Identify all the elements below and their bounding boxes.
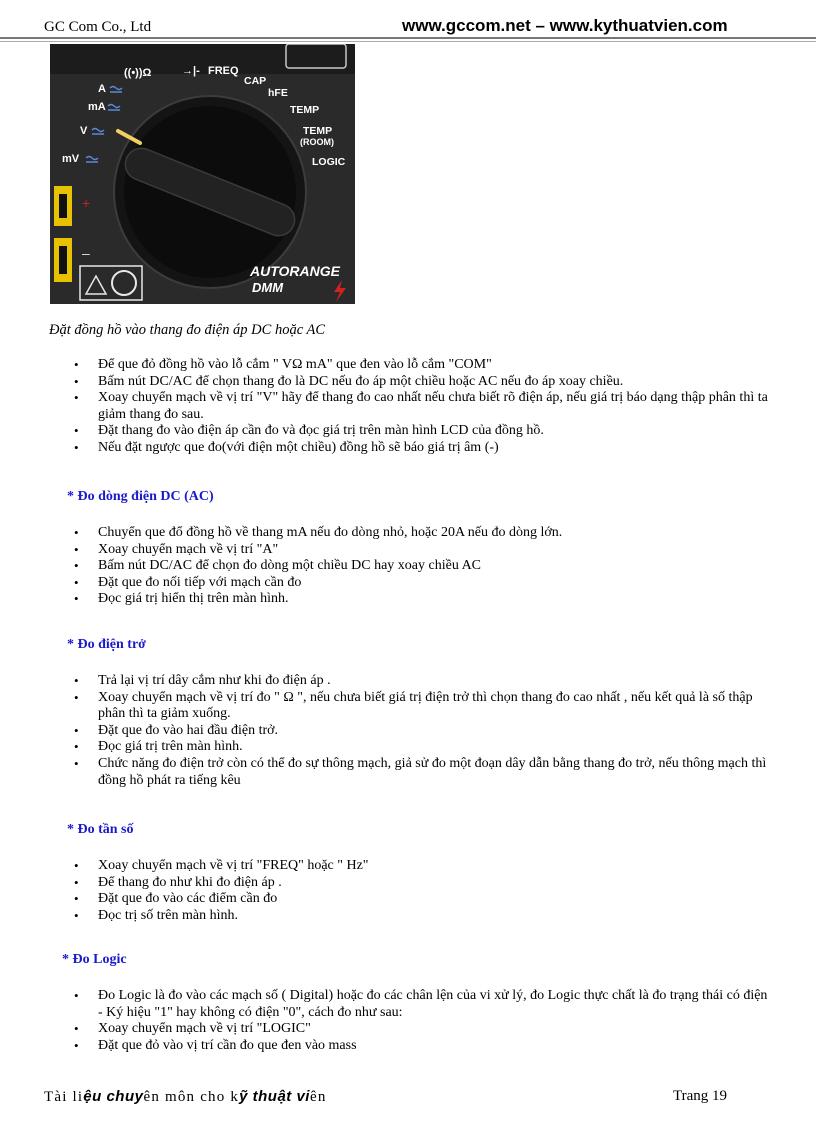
footer-text-part: ên môn cho k <box>143 1089 240 1105</box>
label-freq: FREQ <box>208 65 239 77</box>
multimeter-dial-photo <box>50 44 355 304</box>
label-amp: A <box>98 83 106 95</box>
label-hfe: hFE <box>268 87 288 99</box>
label-millivolt: mV <box>62 153 80 165</box>
label-cap: CAP <box>244 75 267 87</box>
figure-caption: Đặt đồng hồ vào thang đo điện áp DC hoặc AC <box>49 322 326 338</box>
list-item: • Đặt que đo nối tiếp với mạch cần đo <box>74 575 774 592</box>
section-title-current: * Đo dòng điện DC (AC) <box>67 489 214 504</box>
list-item: • Đọc giá trị hiển thị trên màn hình. <box>74 591 774 608</box>
header-rule-top <box>0 37 816 39</box>
list-item: • Xoay chuyển mạch về vị trí "LOGIC" <box>74 1021 774 1038</box>
list-item: • Xoay chuyển mạch về vị trí "V" hãy để thang đo cao nhất nếu chưa biết rõ điện áp, nếu giá trị báo dạng thập phân thì ta giảm thang đo sau. <box>74 390 774 423</box>
footer-text-emphasis: ệu chuy <box>83 1088 144 1105</box>
list-item: • Trả lại vị trí dây cắm như khi đo điện áp . <box>74 673 774 690</box>
section-title-resistance: * Đo điện trở <box>67 637 146 652</box>
list-item: • Đo Logic là đo vào các mạch số ( Digital) hoặc đo các chân lện của vi xử lý, đo Logic thực chất là đo trạng thái có điện - Ký hiệu "1" hay không có điện "0", cách đo như sau: <box>74 988 774 1021</box>
footer-text-part: Tài li <box>44 1089 84 1105</box>
label-brand-line1: AUTORANGE <box>250 263 340 279</box>
label-diode-mode: →|- <box>182 65 200 77</box>
footer-text-part: ên <box>309 1089 327 1105</box>
label-brand-line2: DMM <box>252 280 284 295</box>
list-item: • Bấm nút DC/AC để chọn đo dòng một chiều DC hay xoay chiều AC <box>74 558 774 575</box>
header-company: GC Com Co., Ltd <box>44 19 152 35</box>
input-socket-common-hole <box>59 246 67 274</box>
label-minus: – <box>82 245 90 261</box>
logic-steps-list <box>74 988 774 1054</box>
resistance-steps-list <box>74 673 774 789</box>
list-item: • Bấm nút DC/AC để chọn thang đo là DC nếu đo áp một chiều hoặc AC nếu đo áp xoay chiều. <box>74 374 774 391</box>
list-item: • Đặt que đo vào các điểm cần đo <box>74 891 774 908</box>
list-item: • Đặt que đo vào hai đầu điện trở. <box>74 723 774 740</box>
list-item: • Để que đỏ đồng hồ vào lỗ cắm " VΩ mA" que đen vào lỗ cắm "COM" <box>74 357 774 374</box>
input-socket-positive-hole <box>59 194 67 218</box>
list-item: • Đọc trị số trên màn hình. <box>74 908 774 925</box>
list-item: • Xoay chuyển mạch về vị trí đo " Ω ", nếu chưa biết giá trị điện trở thì chọn thang đo cao nhất , nếu kết quả là số thập phân thì ta giảm xuống. <box>74 690 774 723</box>
list-item: • Xoay chuyển mạch về vị trí "FREQ" hoặc " Hz" <box>74 858 774 875</box>
label-milliamp: mA <box>88 101 106 113</box>
current-steps-list <box>74 525 774 608</box>
list-item: • Chuyển que đổ đồng hồ về thang mA nếu đo dòng nhỏ, hoặc 20A nếu đo dòng lớn. <box>74 525 774 542</box>
label-temp-room: TEMP <box>303 125 333 137</box>
list-item: • Đặt que đỏ vào vị trí cần đo que đen vào mass <box>74 1038 774 1055</box>
section-title-frequency: * Đo tần số <box>67 822 134 837</box>
label-volt: V <box>80 125 88 137</box>
header-rule-bottom <box>0 41 816 42</box>
label-logic: LOGIC <box>312 156 346 168</box>
meter-top-shading <box>50 44 355 74</box>
header-websites: www.gccom.net – www.kythuatvien.com <box>402 16 728 35</box>
list-item: • Đặt thang đo vào điện áp cần đo và đọc giá trị trên màn hình LCD của đồng hồ. <box>74 423 774 440</box>
section-title-logic: * Đo Logic <box>62 952 127 967</box>
list-item: • Chức năng đo điện trở còn có thể đo sự thông mạch, giả sử đo một đoạn dây dẫn bằng thang đo trở, nếu thông mạch thì đồng hồ phát ra tiếng kêu <box>74 756 774 789</box>
list-item: • Nếu đặt ngược que đo(với điện một chiều) đồng hồ sẽ báo giá trị âm (-) <box>74 440 774 457</box>
list-item: • Để thang đo như khi đo điện áp . <box>74 875 774 892</box>
label-room: (ROOM) <box>300 137 334 147</box>
footer-text-emphasis: ỹ thuật vi <box>239 1088 310 1105</box>
voltage-steps-list <box>74 357 774 457</box>
label-temp: TEMP <box>290 104 320 116</box>
footer-title <box>44 1088 327 1106</box>
list-item: • Xoay chuyển mạch về vị trí "A" <box>74 542 774 559</box>
page-number: Trang 19 <box>673 1088 728 1104</box>
label-ohm-mode: ((•))Ω <box>124 67 152 79</box>
label-plus: + <box>82 195 91 211</box>
list-item: • Đọc giá trị trên màn hình. <box>74 739 774 756</box>
frequency-steps-list <box>74 858 774 924</box>
